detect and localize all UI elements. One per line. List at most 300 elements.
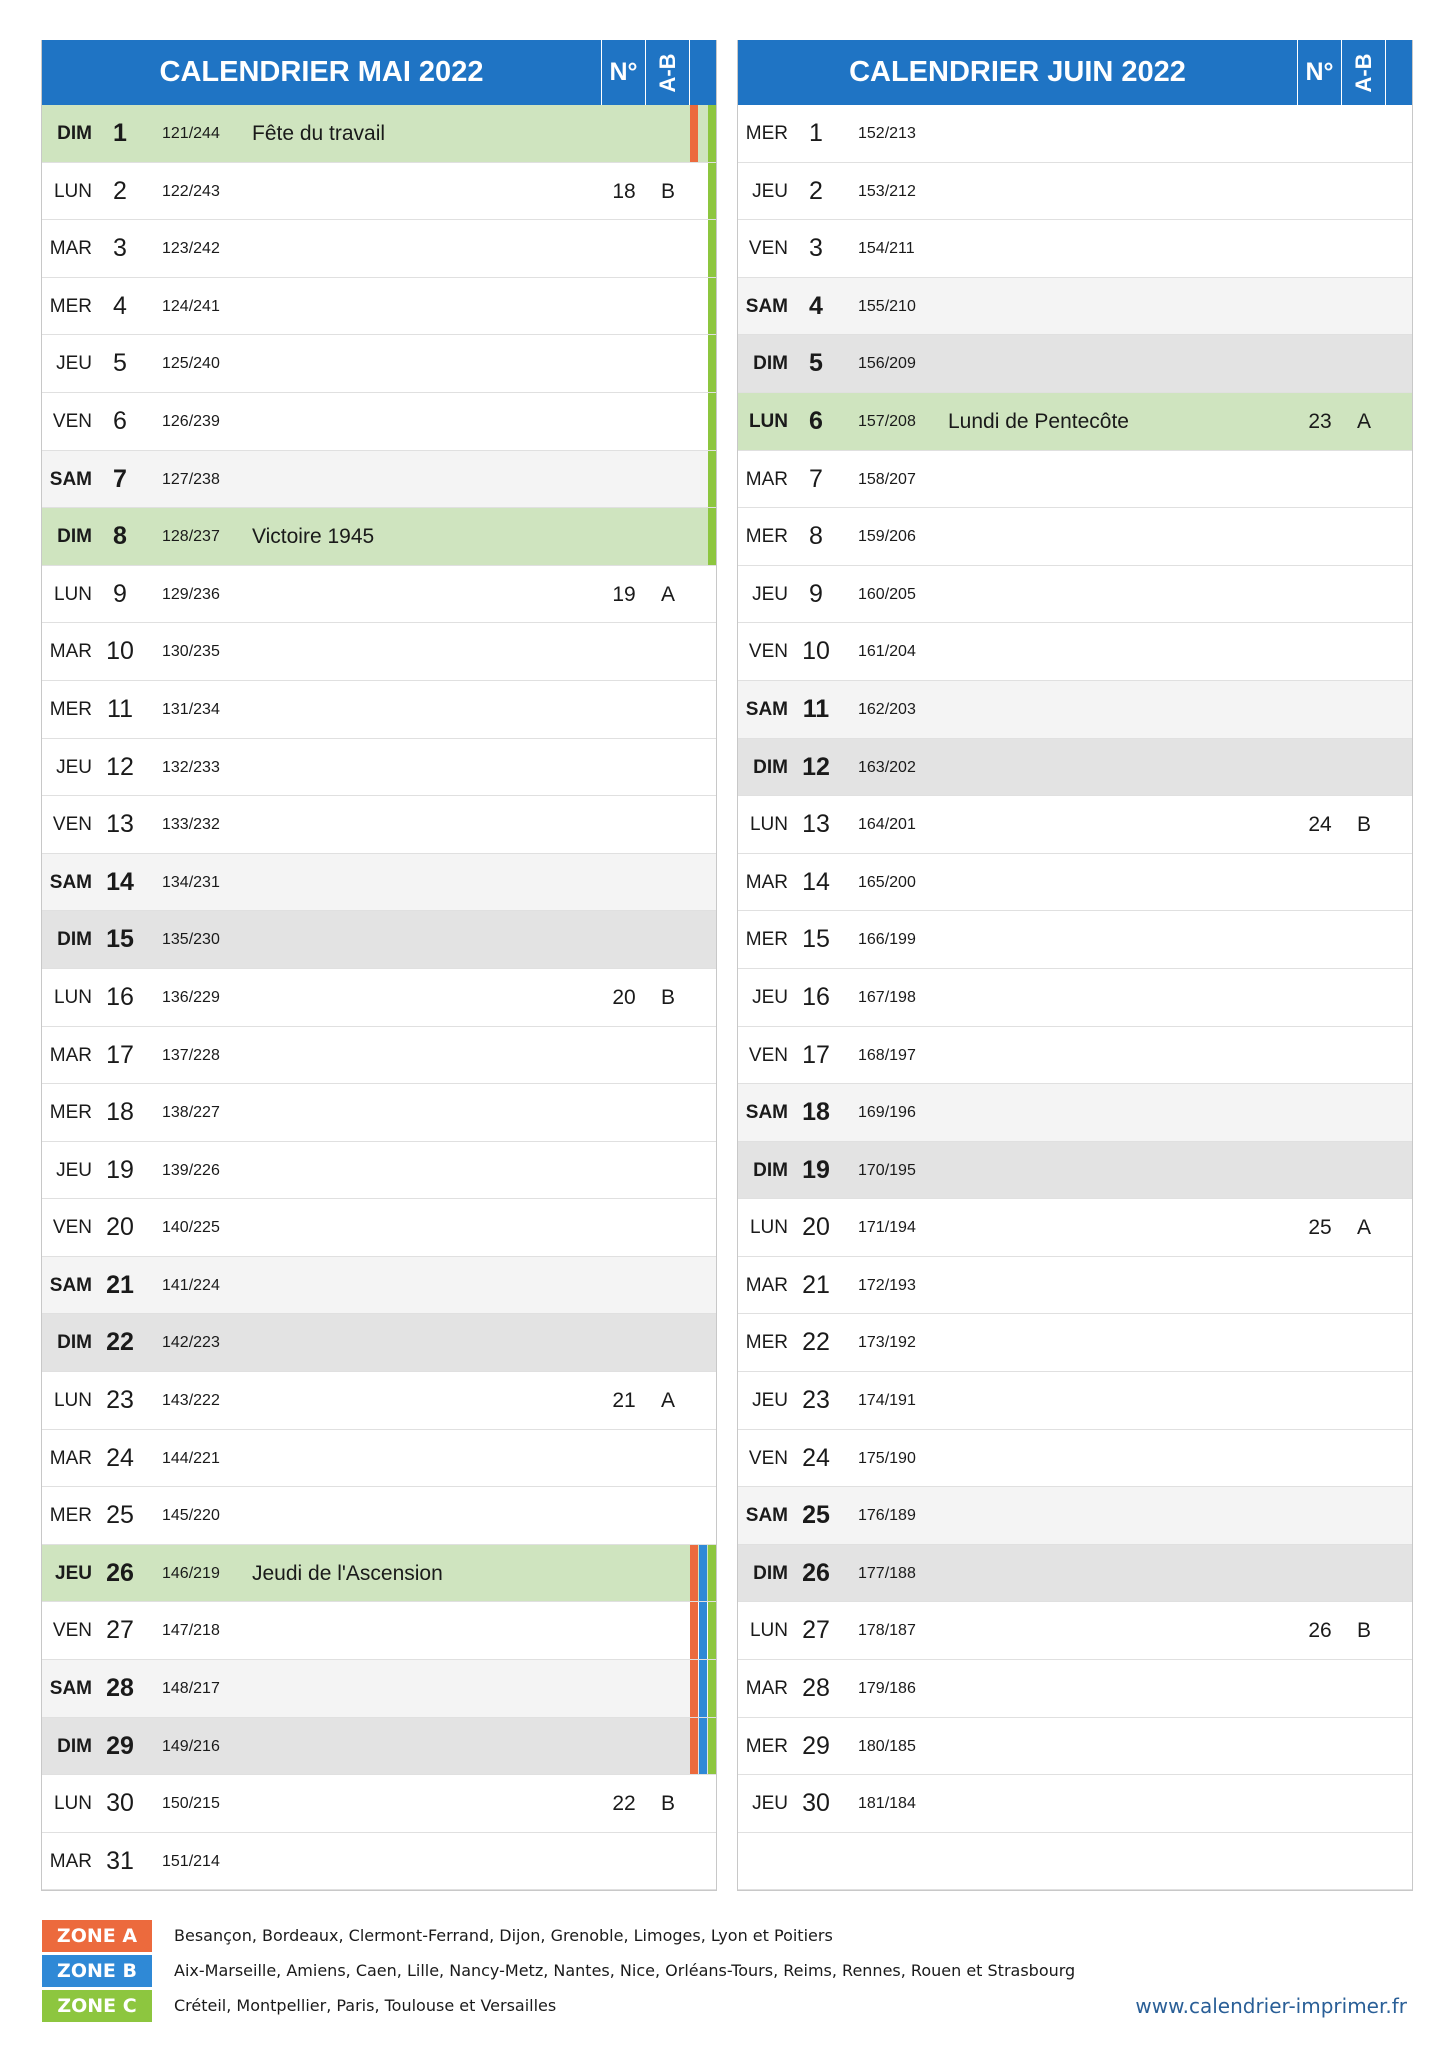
day-name: MAR bbox=[745, 1678, 788, 1700]
zone-b-bar bbox=[699, 1718, 707, 1775]
week-ab-column-header bbox=[646, 40, 690, 105]
day-of-year: 142/223 bbox=[162, 1334, 220, 1352]
day-row bbox=[42, 1372, 716, 1430]
day-name: SAM bbox=[745, 1102, 788, 1124]
day-name: MER bbox=[49, 1102, 92, 1124]
day-name: JEU bbox=[55, 1562, 92, 1584]
day-number: 5 bbox=[113, 349, 127, 378]
day-name: DIM bbox=[57, 123, 92, 144]
week-number: 26 bbox=[1308, 1619, 1332, 1643]
day-number: 8 bbox=[113, 522, 127, 551]
day-of-year: 125/240 bbox=[162, 355, 220, 373]
day-row bbox=[738, 1602, 1412, 1660]
week-ab: B bbox=[660, 1792, 675, 1816]
day-row bbox=[42, 105, 716, 163]
day-of-year: 137/228 bbox=[162, 1046, 220, 1064]
day-number: 11 bbox=[802, 694, 830, 723]
legend-zone-b bbox=[42, 1955, 1142, 1987]
day-number: 30 bbox=[802, 1789, 830, 1818]
day-of-year: 181/184 bbox=[858, 1795, 916, 1813]
calendar-title: CALENDRIER MAI 2022 bbox=[42, 40, 602, 105]
day-name: JEU bbox=[752, 180, 788, 202]
day-of-year: 174/191 bbox=[858, 1392, 916, 1410]
day-of-year: 127/238 bbox=[162, 470, 220, 488]
calendar-title: CALENDRIER JUIN 2022 bbox=[738, 40, 1298, 105]
day-name: JEU bbox=[752, 583, 788, 605]
day-row bbox=[42, 1775, 716, 1833]
day-number: 17 bbox=[802, 1040, 830, 1069]
day-number: 16 bbox=[802, 982, 830, 1011]
day-of-year: 122/243 bbox=[162, 182, 220, 200]
day-of-year: 140/225 bbox=[162, 1219, 220, 1237]
week-ab: B bbox=[1356, 813, 1371, 837]
day-of-year: 134/231 bbox=[162, 873, 220, 891]
day-number: 6 bbox=[809, 406, 823, 435]
week-ab: B bbox=[660, 179, 675, 203]
zone-c-bar bbox=[708, 278, 716, 335]
day-name: MAR bbox=[745, 1274, 788, 1296]
day-row bbox=[738, 911, 1412, 969]
day-number: 17 bbox=[106, 1040, 134, 1069]
zone-c-bar bbox=[708, 1602, 716, 1659]
zone-b-cities: Aix-Marseille, Amiens, Caen, Lille, Nancy-Metz, Nantes, Nice, Orléans-Tours, Reims, Rennes, Rouen et Strasbourg bbox=[174, 1961, 1076, 1980]
day-name: DIM bbox=[753, 1159, 788, 1181]
day-number: 14 bbox=[802, 867, 830, 896]
day-name: VEN bbox=[748, 1447, 788, 1469]
website-link[interactable]: www.calendrier-imprimer.fr bbox=[1135, 1994, 1407, 2018]
day-number: 5 bbox=[809, 349, 823, 378]
day-row bbox=[738, 335, 1412, 393]
day-of-year: 133/232 bbox=[162, 816, 220, 834]
day-number: 23 bbox=[106, 1386, 134, 1415]
day-number: 8 bbox=[809, 522, 823, 551]
day-of-year: 176/189 bbox=[858, 1507, 916, 1525]
day-row bbox=[738, 278, 1412, 336]
calendar-header bbox=[42, 40, 716, 105]
day-of-year: 164/201 bbox=[858, 816, 916, 834]
day-row bbox=[738, 1027, 1412, 1085]
day-of-year: 154/211 bbox=[858, 240, 915, 258]
day-of-year: 180/185 bbox=[858, 1737, 916, 1755]
school-holiday-zones bbox=[689, 1602, 716, 1659]
day-of-year: 152/213 bbox=[858, 125, 916, 142]
day-number: 26 bbox=[106, 1558, 134, 1587]
day-of-year: 175/190 bbox=[858, 1449, 916, 1467]
zone-a-bar bbox=[690, 1545, 698, 1602]
day-row bbox=[42, 508, 716, 566]
day-name: LUN bbox=[53, 180, 92, 202]
day-of-year: 136/229 bbox=[162, 988, 220, 1006]
day-name: LUN bbox=[749, 814, 788, 836]
week-number: 18 bbox=[612, 179, 636, 203]
day-of-year: 131/234 bbox=[162, 700, 220, 718]
day-name: MAR bbox=[49, 238, 92, 260]
day-name: JEU bbox=[752, 986, 788, 1008]
day-of-year: 158/207 bbox=[858, 470, 916, 488]
day-of-year: 148/217 bbox=[162, 1680, 220, 1698]
day-of-year: 129/236 bbox=[162, 585, 220, 603]
day-name: DIM bbox=[753, 756, 788, 778]
day-number: 3 bbox=[809, 234, 823, 263]
day-of-year: 155/210 bbox=[858, 297, 916, 315]
holiday-name: Victoire 1945 bbox=[252, 525, 375, 549]
day-of-year: 159/206 bbox=[858, 528, 916, 546]
day-row bbox=[738, 1314, 1412, 1372]
day-number: 18 bbox=[106, 1098, 134, 1127]
day-name: LUN bbox=[749, 1217, 788, 1239]
day-number: 21 bbox=[802, 1270, 830, 1299]
day-row bbox=[738, 393, 1412, 451]
day-name: JEU bbox=[56, 756, 92, 778]
day-row bbox=[42, 1430, 716, 1488]
day-row bbox=[738, 1718, 1412, 1776]
day-row bbox=[738, 796, 1412, 854]
day-number: 15 bbox=[802, 925, 830, 954]
day-row bbox=[738, 969, 1412, 1027]
day-name: MAR bbox=[49, 1850, 92, 1872]
zone-b-badge: ZONE B bbox=[42, 1955, 152, 1987]
day-number: 26 bbox=[802, 1558, 830, 1587]
day-of-year: 170/195 bbox=[858, 1161, 916, 1179]
day-name: VEN bbox=[52, 1620, 92, 1642]
week-ab: B bbox=[660, 985, 675, 1009]
legend-zone-a bbox=[42, 1920, 1142, 1952]
day-number: 7 bbox=[809, 464, 823, 493]
day-name: VEN bbox=[748, 238, 788, 260]
day-of-year: 153/212 bbox=[858, 182, 916, 200]
day-number: 27 bbox=[802, 1616, 830, 1645]
day-number: 25 bbox=[106, 1501, 134, 1530]
day-name: MAR bbox=[49, 1044, 92, 1066]
day-of-year: 171/194 bbox=[858, 1219, 916, 1237]
zone-c-bar bbox=[708, 393, 716, 450]
day-row bbox=[42, 1545, 716, 1603]
day-row bbox=[738, 1142, 1412, 1200]
zone-c-bar bbox=[708, 451, 716, 508]
day-name: VEN bbox=[52, 410, 92, 432]
day-number: 30 bbox=[106, 1789, 134, 1818]
calendar-header bbox=[738, 40, 1412, 105]
day-name: VEN bbox=[748, 641, 788, 663]
day-of-year: 123/242 bbox=[162, 240, 220, 258]
school-holiday-zones bbox=[689, 105, 716, 162]
zone-a-bar bbox=[690, 1660, 698, 1717]
day-number: 21 bbox=[106, 1270, 134, 1299]
day-row bbox=[738, 1084, 1412, 1142]
empty-row bbox=[738, 1833, 1412, 1891]
day-row bbox=[738, 220, 1412, 278]
day-row bbox=[42, 451, 716, 509]
day-number: 22 bbox=[802, 1328, 830, 1357]
week-number: 23 bbox=[1308, 409, 1332, 433]
day-number: 11 bbox=[107, 694, 133, 723]
day-row bbox=[42, 393, 716, 451]
day-of-year: 121/244 bbox=[162, 125, 220, 142]
day-name: DIM bbox=[57, 1332, 92, 1354]
day-number: 12 bbox=[802, 752, 830, 781]
school-holiday-zones bbox=[689, 393, 716, 450]
day-number: 1 bbox=[809, 119, 823, 147]
school-holiday-zones bbox=[689, 1718, 716, 1775]
calendar-may bbox=[41, 40, 717, 1891]
zone-c-bar bbox=[708, 163, 716, 220]
day-row bbox=[738, 1372, 1412, 1430]
zone-a-badge: ZONE A bbox=[42, 1920, 152, 1952]
day-name: LUN bbox=[53, 1793, 92, 1815]
day-row bbox=[738, 1257, 1412, 1315]
day-of-year: 151/214 bbox=[162, 1852, 220, 1870]
day-number: 18 bbox=[802, 1098, 830, 1127]
zone-a-cities: Besançon, Bordeaux, Clermont-Ferrand, Dijon, Grenoble, Limoges, Lyon et Poitiers bbox=[174, 1926, 833, 1945]
week-ab-label: A-B bbox=[654, 52, 680, 93]
holiday-name: Fête du travail bbox=[252, 122, 386, 145]
day-row bbox=[738, 163, 1412, 221]
day-of-year: 157/208 bbox=[858, 412, 916, 430]
zone-c-bar bbox=[708, 1718, 716, 1775]
day-row bbox=[42, 623, 716, 681]
school-holiday-zones bbox=[689, 1545, 716, 1602]
day-of-year: 173/192 bbox=[858, 1334, 916, 1352]
week-ab: B bbox=[1356, 1619, 1371, 1643]
day-of-year: 177/188 bbox=[858, 1564, 916, 1582]
day-row bbox=[738, 451, 1412, 509]
week-ab: A bbox=[660, 1389, 675, 1413]
day-name: MER bbox=[745, 123, 788, 144]
day-name: MER bbox=[745, 1735, 788, 1757]
school-holiday-zones bbox=[689, 163, 716, 220]
day-name: JEU bbox=[752, 1390, 788, 1412]
week-number: 19 bbox=[612, 582, 636, 606]
day-name: JEU bbox=[752, 1793, 788, 1815]
day-row bbox=[42, 566, 716, 624]
day-row bbox=[42, 163, 716, 221]
day-name: LUN bbox=[53, 1390, 92, 1412]
day-name: DIM bbox=[57, 526, 92, 548]
day-row bbox=[42, 796, 716, 854]
day-row bbox=[42, 335, 716, 393]
day-of-year: 141/224 bbox=[162, 1276, 220, 1294]
day-row bbox=[738, 105, 1412, 163]
week-ab: A bbox=[660, 582, 675, 606]
day-number: 15 bbox=[106, 925, 134, 954]
day-row bbox=[42, 1487, 716, 1545]
day-row bbox=[42, 1142, 716, 1200]
day-name: LUN bbox=[53, 583, 92, 605]
day-number: 27 bbox=[106, 1616, 134, 1645]
holiday-name: Jeudi de l'Ascension bbox=[252, 1561, 443, 1585]
day-number: 22 bbox=[106, 1328, 134, 1357]
day-of-year: 130/235 bbox=[162, 643, 220, 661]
day-name: DIM bbox=[57, 1735, 92, 1757]
day-of-year: 139/226 bbox=[162, 1161, 220, 1179]
day-number: 12 bbox=[106, 752, 134, 781]
week-number: 21 bbox=[612, 1389, 636, 1413]
day-of-year: 160/205 bbox=[858, 585, 916, 603]
zone-c-bar bbox=[708, 508, 716, 565]
day-of-year: 178/187 bbox=[858, 1622, 916, 1640]
day-name: MAR bbox=[745, 871, 788, 893]
day-of-year: 168/197 bbox=[858, 1046, 916, 1064]
day-name: SAM bbox=[745, 1505, 788, 1527]
day-number: 3 bbox=[113, 234, 127, 263]
day-of-year: 132/233 bbox=[162, 758, 220, 776]
day-name: JEU bbox=[56, 353, 92, 375]
day-number: 28 bbox=[106, 1674, 134, 1703]
day-row bbox=[42, 278, 716, 336]
day-number: 13 bbox=[106, 810, 134, 839]
day-of-year: 145/220 bbox=[162, 1507, 220, 1525]
zone-b-bar bbox=[699, 1545, 707, 1602]
day-row bbox=[42, 739, 716, 797]
day-of-year: 143/222 bbox=[162, 1392, 220, 1410]
day-name: JEU bbox=[56, 1159, 92, 1181]
zone-c-bar bbox=[708, 105, 716, 162]
day-number: 7 bbox=[113, 464, 127, 493]
zone-c-bar bbox=[708, 220, 716, 277]
day-name: MER bbox=[745, 526, 788, 548]
day-row bbox=[42, 969, 716, 1027]
day-number: 1 bbox=[113, 119, 127, 147]
day-row bbox=[738, 1775, 1412, 1833]
day-name: VEN bbox=[52, 814, 92, 836]
day-name: SAM bbox=[49, 1678, 92, 1700]
day-of-year: 147/218 bbox=[162, 1622, 220, 1640]
day-of-year: 172/193 bbox=[858, 1276, 916, 1294]
legend-zone-c bbox=[42, 1990, 1142, 2022]
day-number: 29 bbox=[106, 1731, 134, 1760]
week-ab-column-header bbox=[1342, 40, 1386, 105]
day-row bbox=[42, 681, 716, 739]
week-number: 22 bbox=[612, 1792, 636, 1816]
day-row bbox=[738, 1199, 1412, 1257]
day-row bbox=[738, 854, 1412, 912]
day-row bbox=[738, 739, 1412, 797]
day-name: MER bbox=[49, 1505, 92, 1527]
day-of-year: 150/215 bbox=[162, 1795, 220, 1813]
day-name: MER bbox=[745, 1332, 788, 1354]
day-number: 24 bbox=[802, 1443, 830, 1472]
day-of-year: 128/237 bbox=[162, 528, 220, 546]
week-number-column-header: N° bbox=[1298, 40, 1342, 105]
day-row bbox=[42, 1084, 716, 1142]
day-of-year: 167/198 bbox=[858, 988, 916, 1006]
day-of-year: 179/186 bbox=[858, 1680, 916, 1698]
day-number: 29 bbox=[802, 1731, 830, 1760]
day-name: MER bbox=[49, 698, 92, 720]
day-row bbox=[738, 1545, 1412, 1603]
day-of-year: 138/227 bbox=[162, 1104, 220, 1122]
day-row bbox=[42, 854, 716, 912]
day-name: SAM bbox=[49, 1274, 92, 1296]
day-number: 4 bbox=[113, 291, 127, 320]
day-name: DIM bbox=[753, 1562, 788, 1584]
day-name: MER bbox=[49, 295, 92, 317]
day-name: LUN bbox=[748, 410, 788, 432]
day-of-year: 144/221 bbox=[162, 1449, 220, 1467]
day-row bbox=[42, 1257, 716, 1315]
day-number: 31 bbox=[106, 1846, 134, 1875]
day-row bbox=[42, 911, 716, 969]
day-number: 10 bbox=[106, 637, 134, 666]
day-number: 19 bbox=[802, 1155, 830, 1184]
day-name: SAM bbox=[49, 468, 92, 490]
day-name: MAR bbox=[49, 641, 92, 663]
day-number: 16 bbox=[106, 982, 134, 1011]
school-holiday-zones bbox=[689, 335, 716, 392]
day-rows bbox=[738, 105, 1412, 1890]
day-name: SAM bbox=[745, 295, 788, 317]
day-name: MER bbox=[745, 929, 788, 951]
day-name: LUN bbox=[53, 986, 92, 1008]
day-of-year: 163/202 bbox=[858, 758, 916, 776]
day-rows bbox=[42, 105, 716, 1890]
day-of-year: 156/209 bbox=[858, 355, 916, 373]
day-row bbox=[42, 1602, 716, 1660]
day-row bbox=[738, 623, 1412, 681]
zone-c-cities: Créteil, Montpellier, Paris, Toulouse et Versailles bbox=[174, 1996, 557, 2015]
day-row bbox=[738, 1487, 1412, 1545]
week-number: 20 bbox=[612, 985, 636, 1009]
school-holiday-zones bbox=[689, 278, 716, 335]
day-row bbox=[42, 1833, 716, 1891]
zone-c-bar bbox=[708, 335, 716, 392]
day-row bbox=[42, 1027, 716, 1085]
day-number: 14 bbox=[106, 867, 134, 896]
day-row bbox=[738, 566, 1412, 624]
week-number-column-header: N° bbox=[602, 40, 646, 105]
day-number: 23 bbox=[802, 1386, 830, 1415]
zone-a-bar bbox=[690, 1602, 698, 1659]
day-number: 13 bbox=[802, 810, 830, 839]
day-of-year: 124/241 bbox=[162, 297, 220, 315]
zone-b-bar bbox=[699, 1660, 707, 1717]
day-of-year: 146/219 bbox=[162, 1564, 220, 1582]
day-of-year: 162/203 bbox=[858, 700, 916, 718]
day-row bbox=[42, 1199, 716, 1257]
day-number: 19 bbox=[106, 1155, 134, 1184]
day-row bbox=[738, 1430, 1412, 1488]
day-of-year: 165/200 bbox=[858, 873, 916, 891]
school-holiday-zones bbox=[689, 508, 716, 565]
day-of-year: 166/199 bbox=[858, 931, 916, 949]
week-number: 24 bbox=[1308, 813, 1332, 837]
day-number: 28 bbox=[802, 1674, 830, 1703]
day-row bbox=[42, 1718, 716, 1776]
day-number: 6 bbox=[113, 406, 127, 435]
day-number: 9 bbox=[809, 579, 823, 608]
week-ab-label: A-B bbox=[1350, 52, 1376, 93]
day-number: 4 bbox=[809, 291, 823, 320]
day-number: 25 bbox=[802, 1501, 830, 1530]
day-row bbox=[738, 681, 1412, 739]
school-holiday-zones bbox=[689, 1660, 716, 1717]
day-of-year: 135/230 bbox=[162, 931, 220, 949]
day-number: 2 bbox=[113, 176, 127, 205]
zone-c-badge: ZONE C bbox=[42, 1990, 152, 2022]
day-of-year: 169/196 bbox=[858, 1104, 916, 1122]
day-number: 9 bbox=[113, 579, 127, 608]
holiday-name: Lundi de Pentecôte bbox=[948, 409, 1129, 433]
day-name: VEN bbox=[52, 1217, 92, 1239]
day-number: 10 bbox=[802, 637, 830, 666]
day-row bbox=[42, 1660, 716, 1718]
day-name: LUN bbox=[749, 1620, 788, 1642]
day-name: MAR bbox=[745, 468, 788, 490]
calendar-june bbox=[737, 40, 1413, 1891]
day-number: 2 bbox=[809, 176, 823, 205]
day-of-year: 149/216 bbox=[162, 1737, 220, 1755]
day-row bbox=[42, 220, 716, 278]
